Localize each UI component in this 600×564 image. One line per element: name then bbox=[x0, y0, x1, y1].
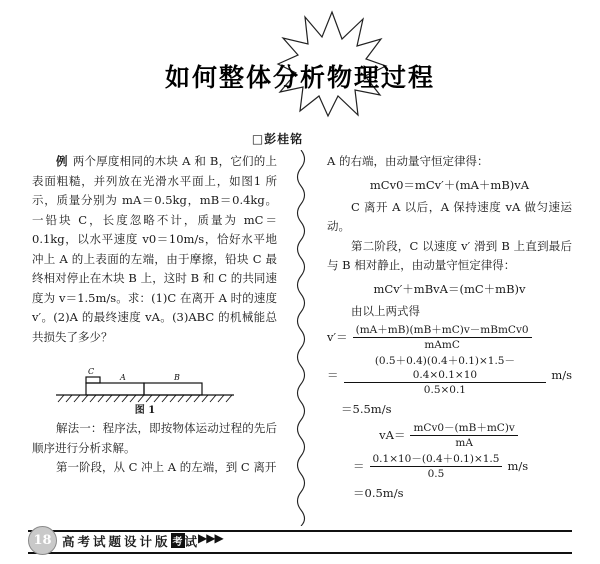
left-column bbox=[32, 152, 277, 478]
equation-3-fraction bbox=[353, 323, 532, 352]
figure-1-drawing bbox=[50, 355, 240, 403]
page-title: 如何整体分析物理过程 bbox=[164, 63, 435, 92]
svg-text:B: B bbox=[174, 373, 180, 382]
equation-3-lhs: v′＝ bbox=[327, 329, 348, 344]
equation-6-numerator: mCv0－(mB＋mC)v bbox=[413, 422, 515, 434]
footer-tail: 试 bbox=[184, 534, 201, 549]
equation-3-denominator: mAmC bbox=[353, 337, 532, 352]
equation-8: ＝0.5m/s bbox=[353, 486, 404, 500]
equation-7-unit: m/s bbox=[507, 458, 529, 473]
footer-arrows: ▶▶▶ bbox=[198, 531, 223, 545]
right-column bbox=[327, 152, 572, 505]
svg-text:C: C bbox=[88, 367, 95, 376]
equation-4-lhs: ＝ bbox=[327, 367, 339, 382]
page-footer bbox=[28, 526, 572, 552]
problem-label: 例 bbox=[56, 154, 69, 168]
derive-paragraph: 由以上两式得 bbox=[351, 303, 420, 318]
equation-6-lhs: vA＝ bbox=[379, 427, 406, 442]
after-stage1-paragraph: C 离开 A 以后，A 保持速度 vA 做匀速运动。 bbox=[327, 199, 572, 233]
title-area bbox=[0, 10, 600, 120]
figure-1-caption: 图 1 bbox=[134, 405, 156, 416]
stage2-paragraph: 第二阶段，C 以速度 v′ 滑到 B 上直到最后与 B 相对静止，由动量守恒定律得： bbox=[327, 238, 572, 272]
continuation-paragraph: A 的右端，由动量守恒定律得： bbox=[327, 154, 489, 168]
equation-5: ＝5.5m/s bbox=[341, 402, 392, 416]
stage1-paragraph: 第一阶段，从 C 冲上 A 的左端，到 C 离开 bbox=[56, 460, 277, 474]
footer-title-text: 高考试题设计版 bbox=[62, 534, 171, 549]
method-label: 解法一： bbox=[56, 421, 103, 435]
problem-text: 两个厚度相同的木块 A 和 B，它们的上表面粗糙，并列放在光滑水平面上，如图1 所示，质量分别为 mA＝0.5kg，mB＝0.4kg。一铅块 C，长度忽略不计，质量为 mC＝0.1kg，以水平速度 v0＝10m/s，恰好水平地冲上 A 的上表面的左端，由于摩擦，铅块 C 最终相对停止在木块 B 上，这时 B 和 C 的共同速度为 v＝1.5m/s。求：(1)C 在离开 A 时的速度 v′。(2)A 的最终速度 vA。(3)ABC 的机械能总共损失了多少？ bbox=[32, 154, 277, 344]
equation-4-denominator: 0.5×0.1 bbox=[344, 382, 547, 397]
equation-6-denominator: mA bbox=[410, 435, 517, 450]
equation-6 bbox=[327, 421, 572, 450]
equation-3-numerator: (mA＋mB)(mB＋mC)v－mBmCv0 bbox=[355, 324, 529, 336]
equation-7-fraction bbox=[370, 452, 503, 481]
method-text: 程序法，即按物体运动过程的先后顺序进行分析求解。 bbox=[32, 421, 278, 455]
equation-4 bbox=[327, 354, 572, 397]
svg-text:A: A bbox=[120, 373, 126, 382]
footer-title bbox=[62, 532, 200, 550]
method-paragraph bbox=[32, 419, 277, 458]
footer-badge: 考 bbox=[171, 533, 185, 548]
equation-4-unit: m/s bbox=[551, 367, 572, 382]
equation-7-denominator: 0.5 bbox=[370, 466, 503, 481]
equation-7-lhs: ＝ bbox=[353, 458, 365, 473]
equation-4-fraction bbox=[344, 354, 547, 397]
author-byline: □彭桂铭 bbox=[251, 132, 304, 146]
figure-1 bbox=[32, 355, 277, 417]
equation-3 bbox=[327, 323, 572, 352]
equation-6-fraction bbox=[410, 421, 517, 450]
equation-7 bbox=[327, 452, 572, 481]
article-body bbox=[32, 152, 572, 524]
page-number: 18 bbox=[28, 526, 57, 555]
problem-paragraph bbox=[32, 152, 277, 347]
equation-1: mCv0＝mCv′＋(mA＋mB)vA bbox=[369, 177, 530, 192]
column-divider bbox=[294, 150, 308, 526]
equation-4-numerator: (0.5＋0.4)(0.4＋0.1)×1.5－0.4×0.1×10 bbox=[374, 355, 515, 381]
equation-7-numerator: 0.1×10－(0.4＋0.1)×1.5 bbox=[372, 453, 500, 465]
equation-2: mCv′＋mBvA＝(mC＋mB)v bbox=[373, 281, 526, 296]
